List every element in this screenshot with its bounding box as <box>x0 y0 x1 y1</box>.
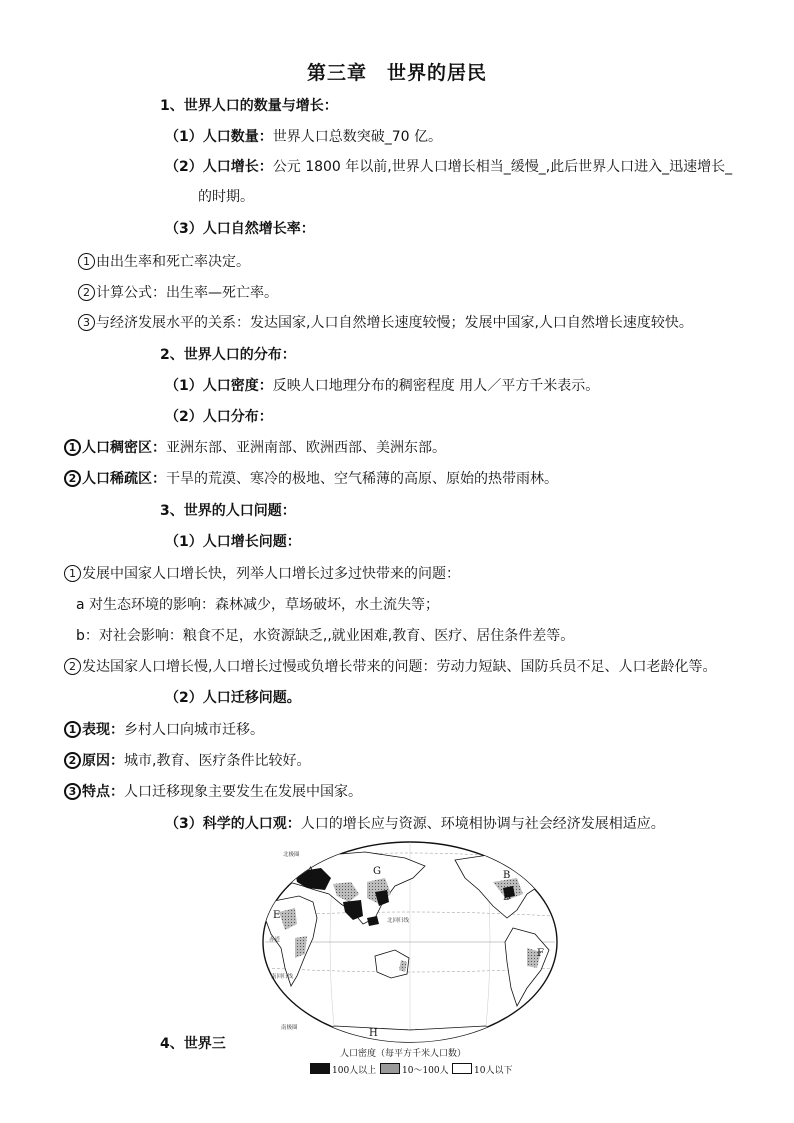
map-letter-b: B <box>503 870 511 881</box>
map-letter-h: H <box>369 1028 378 1039</box>
s3-mig-3 <box>64 782 362 802</box>
label-arctic-circle: 北极圈 <box>283 852 300 858</box>
map-letter-d: D <box>503 892 512 903</box>
label-antarctic-circle: 南极圈 <box>281 1025 298 1031</box>
s3-sub-b: b：对社会影响：粮食不足，水资源缺乏,,就业困难,教育、医疗、居住条件差等。 <box>76 628 575 644</box>
label-tropic-of-cancer: 北回归线 <box>387 918 410 924</box>
legend-swatch <box>310 1063 330 1074</box>
s1-item-3 <box>78 313 693 333</box>
item-text: 乡村人口向城市迁移。 <box>124 722 264 738</box>
section-1-heading: 1、世界人口的数量与增长： <box>160 98 338 114</box>
s1-point-1 <box>165 127 442 147</box>
s2-p1-label: （1）人口密度： <box>165 378 273 394</box>
item-text: 城市,教育、医疗条件比较好。 <box>124 753 311 769</box>
item-text: 人口迁移现象主要发生在发展中国家。 <box>124 784 362 800</box>
s1-p2-text: 公元 1800 年以前,世界人口增长相当_缓慢_,此后世界人口进入_迅速增长_ <box>272 159 733 175</box>
item-text: 由出生率和死亡率决定。 <box>96 254 250 270</box>
s3-mig-2 <box>64 751 310 771</box>
legend-swatch <box>380 1063 400 1074</box>
section-3-heading: 3、世界的人口问题： <box>160 503 296 519</box>
item-text: 亚洲东部、亚洲南部、欧洲西部、美洲东部。 <box>166 440 446 456</box>
s1-p1-text: 世界人口总数突破_70 亿。 <box>272 129 443 145</box>
s1-p1-label: （1）人口数量： <box>165 129 273 145</box>
circled-number: 1 <box>64 439 81 456</box>
s2-item-1 <box>64 438 446 458</box>
s1-point-3-label: （3）人口自然增长率： <box>165 221 315 237</box>
s3-point-2-label: （2）人口迁移问题。 <box>165 690 301 706</box>
s3-sub-a: a 对生态环境的影响：森林减少，草场破坏，水土流失等； <box>76 597 440 613</box>
item-text: 干旱的荒漠、寒冷的极地、空气稀薄的高原、原始的热带雨林。 <box>166 471 558 487</box>
s2-point-1 <box>165 376 599 396</box>
s2-item-2 <box>64 469 558 489</box>
circled-number: 1 <box>64 721 81 738</box>
s1-p2-label: （2）人口增长： <box>165 159 273 175</box>
circled-number: 2 <box>64 470 81 487</box>
item-label: 表现： <box>82 722 124 738</box>
label-tropic-of-capricorn: 南回归线 <box>271 974 294 980</box>
item-label: 人口稀疏区： <box>82 471 166 487</box>
item-text: 发展中国家人口增长快，列举人口增长过多过快带来的问题： <box>82 566 460 582</box>
s3-item-2 <box>64 657 716 677</box>
item-text: 与经济发展水平的关系：发达国家,人口自然增长速度较慢；发展中国家,人口自然增长速度较快。 <box>96 315 693 331</box>
s3-point-1-label: （1）人口增长问题： <box>165 534 301 550</box>
circled-number: 2 <box>78 284 95 301</box>
s3-p3-label: （3）科学的人口观： <box>165 816 301 832</box>
s1-item-1 <box>78 252 250 272</box>
world-population-density-map <box>255 838 565 1050</box>
item-label: 人口稠密区： <box>82 440 166 456</box>
legend-swatch <box>452 1063 472 1074</box>
s1-item-2 <box>78 283 278 303</box>
item-label: 特点： <box>82 784 124 800</box>
s2-p1-text: 反映人口地理分布的稠密程度 用人／平方千米表示。 <box>272 378 600 394</box>
s2-point-2-label: （2）人口分布： <box>165 409 273 425</box>
s3-mig-1 <box>64 720 264 740</box>
s3-point-3 <box>165 814 665 834</box>
s3-item-1 <box>64 564 460 584</box>
item-text: 计算公式：出生率—死亡率。 <box>96 285 278 301</box>
page-title: 第三章 世界的居民 <box>306 62 487 84</box>
map-letter-e: E <box>273 910 281 921</box>
s3-p3-text: 人口的增长应与资源、环境相协调与社会经济发展相适应。 <box>300 816 665 832</box>
circled-number: 1 <box>78 253 95 270</box>
label-equator: 赤道 <box>269 937 281 943</box>
section-4-heading-partial: 4、世界三 <box>160 1036 226 1052</box>
circled-number: 2 <box>64 752 81 769</box>
circled-number: 2 <box>64 658 81 675</box>
map-letter-f: F <box>537 948 544 959</box>
legend-label: 10～100人 <box>402 1066 449 1076</box>
legend-title: 人口密度（每平方千米人口数） <box>340 1049 467 1059</box>
circled-number: 3 <box>64 783 81 800</box>
item-label: 原因： <box>82 753 124 769</box>
legend-item-medium <box>380 1063 449 1076</box>
legend-item-low <box>452 1063 512 1076</box>
s1-point-2 <box>165 157 732 177</box>
legend-label: 100人以上 <box>332 1066 377 1076</box>
item-text: 发达国家人口增长慢,人口增长过慢或负增长带来的问题：劳动力短缺、国防兵员不足、人口老龄化等。 <box>82 659 717 675</box>
map-letter-a: A <box>307 866 315 877</box>
circled-number: 3 <box>78 314 95 331</box>
s1-p2-continuation: 的时期。 <box>198 189 254 205</box>
section-2-heading: 2、世界人口的分布： <box>160 347 296 363</box>
map-letter-c: C <box>305 874 313 885</box>
legend-item-high <box>310 1063 376 1076</box>
circled-number: 1 <box>64 565 81 582</box>
map-letter-g: G <box>373 866 381 877</box>
legend-label: 10人以下 <box>474 1066 513 1076</box>
